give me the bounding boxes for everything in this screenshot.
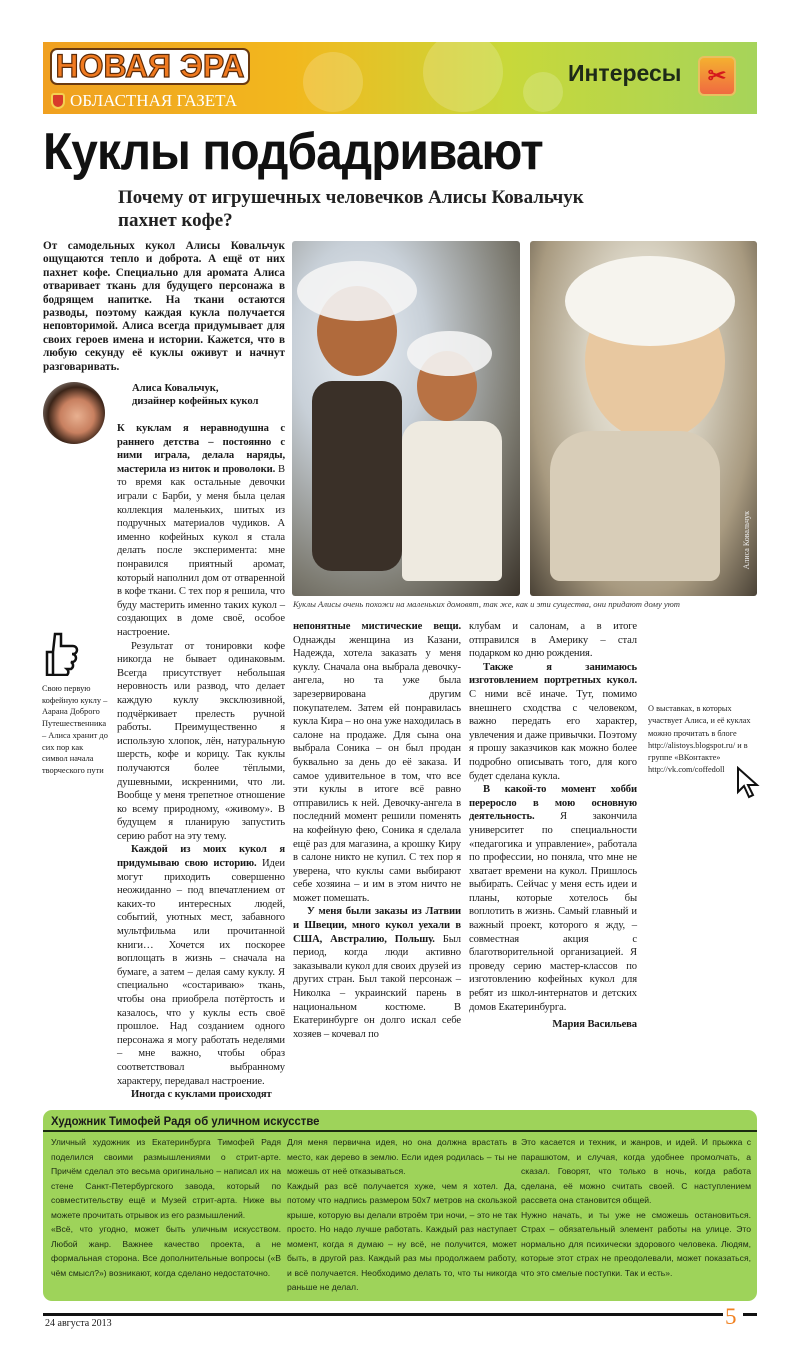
street-art-sidebar-box [43, 1110, 757, 1301]
sidebar-box-paragraph: Уличный художник из Екатеринбурга Тимофей Радя поделился своими размышлениями о стрит-арте. Причём сделал это весьма оригинально – написал их на стене Санкт-Петербургского завода, который по совместительству ещё и Музей стрит-арта. Ниже вы можете прочитать отрывок из его размышлений. [51, 1137, 281, 1220]
article-paragraph [469, 620, 637, 661]
article-column-2 [293, 620, 461, 1041]
doll-photo-right [530, 241, 757, 596]
cursor-arrow-icon [736, 766, 760, 805]
article-paragraph [117, 1088, 285, 1102]
sidebar-box-paragraph: Для меня первична идея, но она должна врастать в место, как дерево в землю. Если идея родилась – ты не можешь от неё отказываться. [287, 1137, 517, 1176]
article-paragraph [293, 620, 461, 905]
page-number: 5 [725, 1304, 737, 1329]
paragraph-lead: Иногда с куклами происходят [131, 1089, 272, 1101]
decor-bubble [523, 72, 563, 112]
blog-note[interactable]: О выставках, в которых участвует Алиса, и её куклах можно прочитать в блоге http://alistoys.blogspot.ru/ и в группе «ВКонтакте» http://vk.com/coffedoll [648, 704, 751, 775]
author-avatar [43, 382, 105, 444]
doll-hair [407, 331, 492, 376]
paragraph-text: клубам и салонам, а в итоге отправился в Америку – стал подарком ко дню рождения. [469, 621, 637, 660]
newspaper-logo[interactable] [50, 48, 250, 85]
footer-rule [743, 1313, 757, 1316]
byline-name: Алиса Ковальчук, [132, 383, 219, 395]
masthead [43, 42, 757, 114]
photo-caption: Куклы Алисы очень похожи на маленьких домовят, так же, как и эти существа, они придают дому уют [293, 599, 681, 609]
article-paragraph [469, 661, 637, 783]
paragraph-lead: непонятные мистические вещи. [293, 621, 461, 632]
dolls-photo-left [292, 241, 520, 596]
doll-body [550, 431, 720, 581]
paragraph-text: Однажды женщина из Казани, Надежда, хотела заказать у меня куклу. Сначала она выбрала девочку-ангела, но та уже была зарезервирована другим покупателем. Затем ей понравилась кукла Кира – но она уже находилась в салоне на продаже. Для сына она выбрала Соника – он был продан буквально за день до её заказа. И самое удивительное в том, что все эти куклы в итоге всё равно отправились к ней. Девочку-ангела в последний момент решили поменять на кофейную фею, Соника я сделала ещё раз для магазина, а крошку Киру в салоне никто не купил. С тех пор я уверена, что куклы сами выбирают себе хозяина – и им в этом ничто не может помешать. [293, 634, 461, 904]
doll-hair [565, 256, 735, 346]
article-paragraph [117, 422, 285, 640]
article-paragraph [469, 783, 637, 1014]
sidebar-box-paragraph: Нужно начать, и ты уже не сможешь остановиться. Страх – обязательный элемент работы на улице. Это нормально для психически здорового человека. Людям, которые этот страх не преодолевали, может показаться, что это смелые поступки. Так и есть». [521, 1209, 751, 1278]
author-signature: Мария Васильева [552, 1019, 637, 1031]
paragraph-lead: У меня были заказы из Латвии и Швеции, много кукол уехали в США, Австралию, Польшу. [293, 906, 461, 945]
doll-dress [402, 421, 502, 581]
paragraph-lead: Каждой из моих кукол я придумываю свою историю. [117, 844, 285, 870]
paragraph-lead: К куклам я неравнодушна с раннего детства – постоянно с ними играла, делала наряды, мастерила из ниток и проволоки. [117, 423, 285, 475]
crest-icon [51, 93, 65, 109]
sidebar-box-paragraph: «Всё, что угодно, может быть уличным искусством. Любой жанр. Важнее качество проекта, а не формальная сторона. Все дополнительные вопросы («В чём смысл?») возникают, когда сделано недостаточно. [51, 1224, 281, 1278]
sidebar-box-paragraph: Каждый раз всё получается хуже, чем я хотел. Да, потому что надпись размером 50x7 метров на скользкой крыше, которую вы делали втроём три ночи, – это не так просто. Но надо лучше работать. Каждый раз наступает момент, когда я думаю – ну всё, не получится, может быть, в другой раз. Каждый раз мы продолжаем работу, и всё получается. Необходимо делать то, что ты никогда раньше не делал. [287, 1180, 517, 1292]
paragraph-text: С ними всё иначе. Тут, помимо внешнего сходства с человеком, важно передать его характер, увлечения и даже привычки. Поэтому я прошу заказчиков как можно более подробно описывать того, для кого будет сделана кукла. [469, 688, 637, 782]
paragraph-text: Был период, когда люди активно заказывали кукол для своих друзей из других стран. Был такой персонаж – Николка – украинский парень в национальном костюме. В Екатеринбурге он долго искал себе хозяев – кочевал по [293, 933, 461, 1040]
sidebar-box-title: Художник Тимофей Радя об уличном искусстве [51, 1114, 320, 1128]
lead-paragraph: От самодельных кукол Алисы Ковальчук ощущаются тепло и доброта. А ещё от них пахнет кофе. Специально для аромата Алиса отваривает ткань для будущего персонажа в бодрящем напитке. На ткани остаются разводы, поэтому каждая кукла получается неповторимой. Алиса всегда придумывает для своих героев имена и истории. Кажется, что в любую секунду её куклы оживут и начнут разговаривать. [43, 240, 285, 373]
article-column-2-body [293, 620, 461, 1041]
byline-row [43, 382, 285, 422]
sidebar-box-column-2 [287, 1135, 517, 1295]
photo-credit: Алиса Ковальчук [742, 511, 751, 570]
doll-dress [312, 381, 402, 571]
article-paragraph [117, 640, 285, 844]
sidebar-box-column-1 [51, 1135, 281, 1280]
byline-role: дизайнер кофейных кукол [132, 396, 259, 408]
byline [132, 382, 259, 408]
logo-text: НОВАЯ ЭРА [55, 48, 245, 84]
paragraph-lead: В какой-то момент хобби переросло в мою основную деятельность. [469, 784, 637, 823]
sidebar-box-paragraph: Это касается и техник, и жанров, и идей. И прыжка с парашютом, и случая, когда удобнее промолчать, а сказал. Говорят, что только в ночь, когда работа сделана, её можно считать своей. С наступлением рассвета она становится общей. [521, 1137, 751, 1205]
article-column-3 [469, 620, 637, 1032]
hobby-tools-icon: ✂ [698, 56, 736, 96]
subheadline: Почему от игрушечных человечков Алисы Ковальчук пахнет кофе? [118, 187, 584, 231]
paragraph-text: Идеи могут приходить совершенно неожиданно – под впечатлением от каких-то интересных людей, событий, уютных мест, забавного мультфильма или прочитанной книги… Хочется их поскорее воплощать в жизнь – сначала на бумаге, а затем – делая саму куклу. Я специально «состариваю» ткань, чтобы она приобрела потёртость и казалось, что у куклы есть своё прошлое. Над созданием одного персонажа я могу работать неделями – мне важно, чтобы образ соответствовал выбранному характеру, передавал настроение. [117, 858, 285, 1087]
decor-bubble [303, 52, 363, 112]
logo-subtitle-text: ОБЛАСТНАЯ ГАЗЕТА [70, 91, 237, 110]
issue-date: 24 августа 2013 [45, 1318, 112, 1329]
paragraph-text: Я закончила университет по специальности «педагогика и управление», работала по профессии, но поняла, что мне не хватает времени на кукол. Пришлось выбирать. Сейчас у меня есть идеи и планы, которые хотелось бы воплотить в жизнь. Самый главный и важный проект, которого я жду, – совместная акция с благотворительной организацией. Я проведу серию мастер-классов по изготовлению кофейных кукол для ребят из школ-интернатов и детских домов Екатеринбурга. [469, 811, 637, 1013]
paragraph-text: В то время как остальные девочки играли с Барби, у меня была целая коллекция маленьких, шитых из подручных материалов чудиков. А именно кофейных кукол я стала делать после эксперимента: мне понравился приятный аромат, который наполнил дом от отваренной в кофе ткани. С тех пор я решила, что буду мастерить именно таких кукол – создающих в доме своё, особое настроение. [117, 463, 285, 638]
sidebar-box-column-3 [521, 1135, 751, 1280]
paragraph-text: Результат от тонировки кофе никогда не бывает одинаковым. Всегда присутствует небольшая неровность или развод, что делает каждую куклу эксклюзивной, подчёркивает прелесть ручной работы. Преимущественно я использую хлопок, лён, натуральную шерсть, кофе и корицу. Так куклы получаются более тёплыми, душевными, искренними, что ли. Вообще у меня трепетное отношение ко всему природному, «живому». В будущем я планирую запустить серию работ на эту тему. [117, 640, 285, 842]
article-column-3-body [469, 620, 637, 1014]
doll-hair [297, 261, 417, 321]
decor-bubble [423, 42, 503, 112]
article-column-1 [117, 422, 285, 1102]
article-paragraph [117, 843, 285, 1088]
sidebar-box-rule [43, 1130, 757, 1132]
logo-subtitle [51, 91, 237, 111]
headline: Куклы подбадривают [43, 123, 543, 181]
side-note: Свою первую кофейную куклу – Аарана Доброго Путешественника – Алиса хранит до сих пор как символ начала творческого пути [42, 684, 108, 775]
paragraph-lead: Также я занимаюсь изготовлением портретных кукол. [469, 661, 637, 687]
section-title: Интересы [568, 60, 682, 86]
article-paragraph [293, 905, 461, 1041]
footer-rule [43, 1313, 723, 1316]
